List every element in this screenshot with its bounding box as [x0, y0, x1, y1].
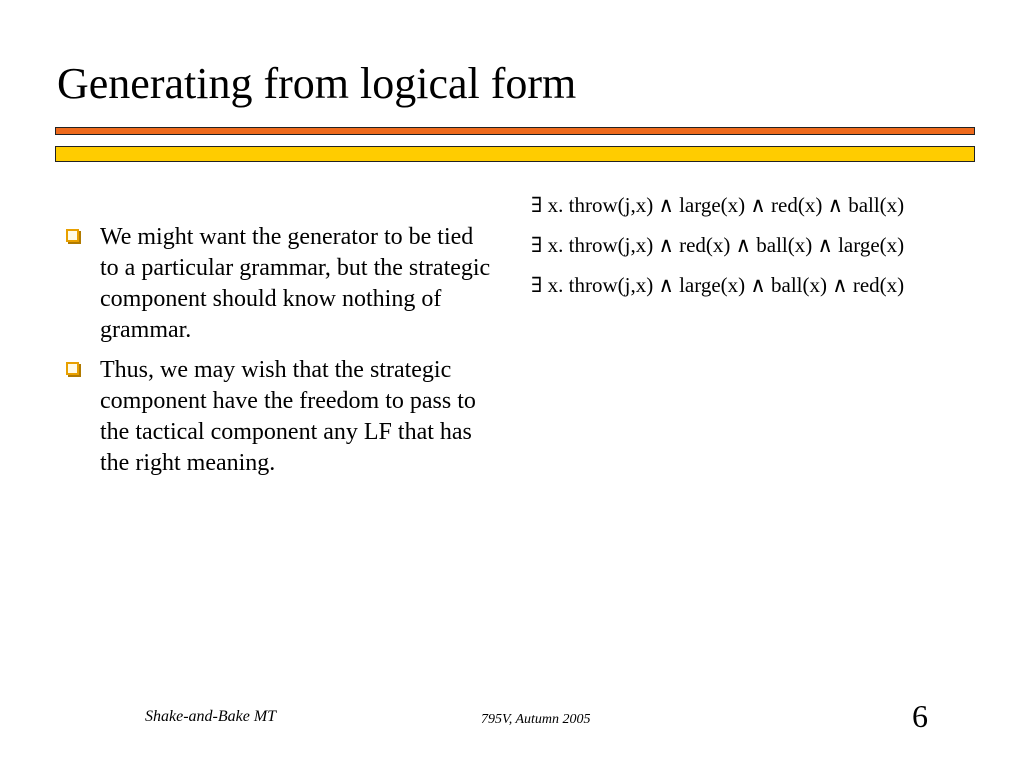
slide-title: Generating from logical form: [57, 59, 577, 108]
page-number: 6: [912, 698, 928, 734]
square-bullet-icon: [66, 362, 79, 375]
logical-form-formula: ∃ x. throw(j,x) ∧ red(x) ∧ ball(x) ∧ large(x): [531, 233, 905, 257]
footer-course-term: 795V, Autumn 2005: [481, 712, 591, 727]
square-bullet-icon: [66, 229, 79, 242]
title-underline-orange: [55, 127, 975, 135]
bullet-item: [64, 355, 494, 479]
footer-course-topic: Shake-and-Bake MT: [145, 708, 277, 725]
bullet-text: We might want the generator to be tied to a particular grammar, but the strategic component should know nothing of grammar.: [100, 224, 491, 343]
bullet-item: [64, 222, 494, 346]
formula-list: [531, 188, 961, 308]
bullet-list: [64, 222, 494, 488]
bullet-text: Thus, we may wish that the strategic component have the freedom to pass to the tactical component any LF that has the right meaning.: [100, 357, 476, 476]
logical-form-formula: ∃ x. throw(j,x) ∧ large(x) ∧ red(x) ∧ ball(x): [531, 193, 905, 217]
logical-form-formula: ∃ x. throw(j,x) ∧ large(x) ∧ ball(x) ∧ red(x): [531, 273, 905, 297]
title-underline-yellow: [55, 146, 975, 162]
